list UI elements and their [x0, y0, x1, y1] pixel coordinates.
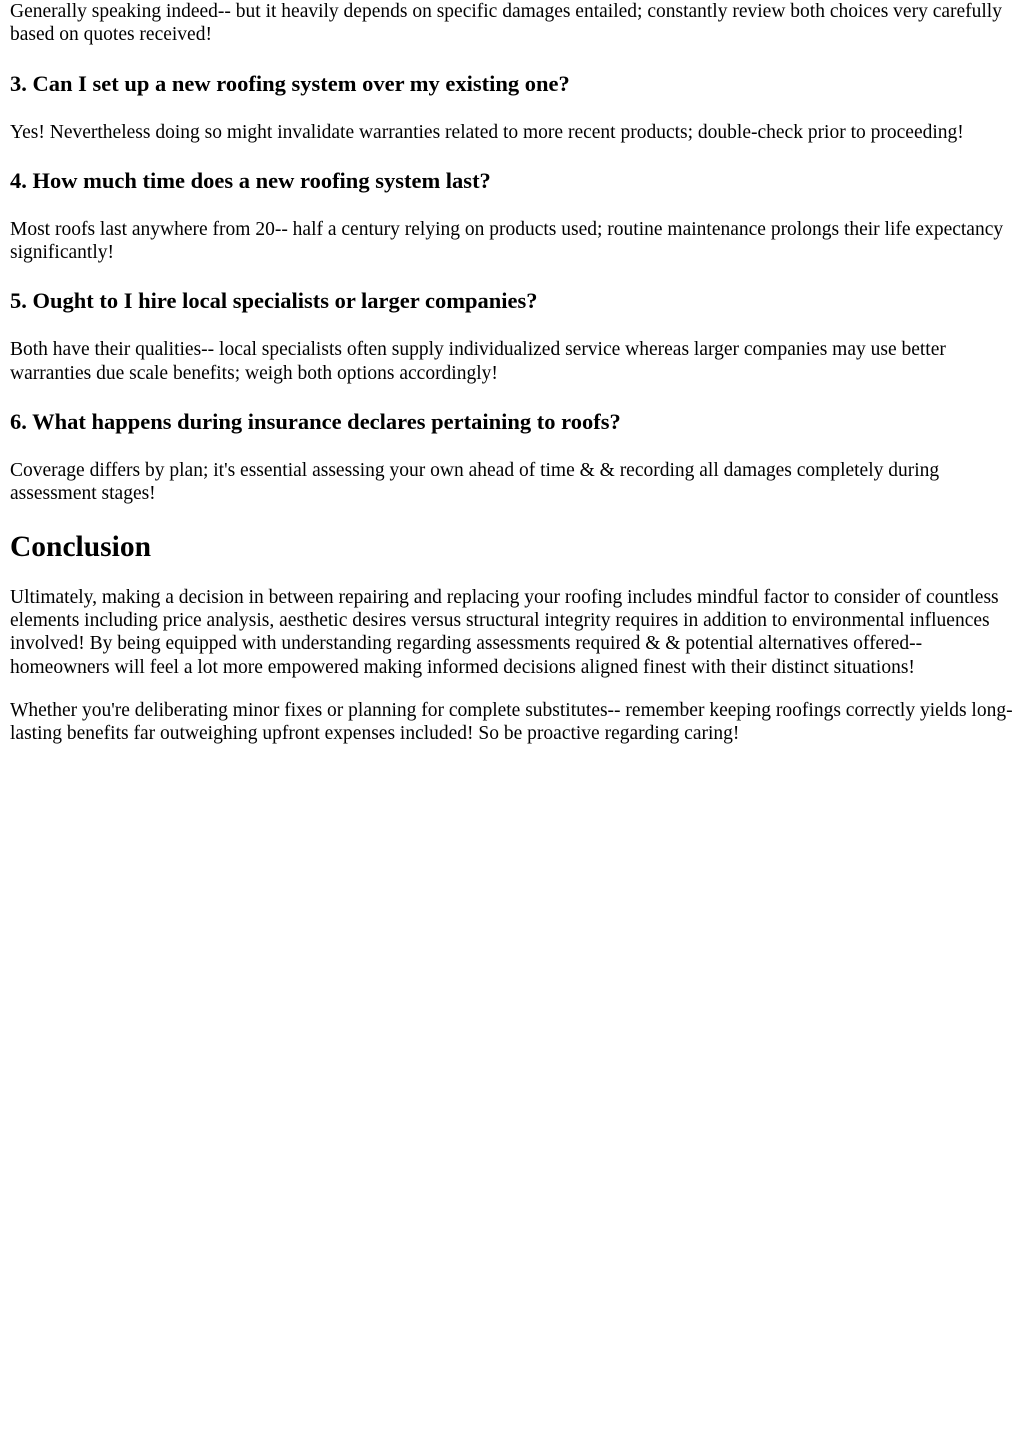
conclusion-paragraph-2: Whether you're deliberating minor fixes or planning for complete substitutes-- remember keeping roofings correctly yields long-lasting benefits far outweighing upfront expenses included! So be proactive regarding caring! [10, 699, 1013, 745]
conclusion-section [10, 530, 1014, 746]
faq-question-5: 5. Ought to I hire local specialists or larger companies? [10, 288, 538, 314]
faq-question-4: 4. How much time does a new roofing system last? [10, 167, 491, 193]
faq-item-3 [10, 71, 1014, 144]
faq-answer-3: Yes! Nevertheless doing so might invalidate warranties related to more recent products; double-check prior to proceeding! [10, 121, 964, 143]
faq-answer-2: Generally speaking indeed-- but it heavily depends on specific damages entailed; constantly review both choices very carefully based on quotes received! [10, 1, 1002, 46]
faq-item-6 [10, 409, 1014, 506]
conclusion-heading: Conclusion [10, 530, 151, 563]
conclusion-paragraph-1: Ultimately, making a decision in between repairing and replacing your roofing includes mindful factor to consider of countless elements including price analysis, aesthetic desires versus structural integrity requires in addition to environmental influences involved! By being equipped with understanding regarding assessments required & & potential alternatives offered-- homeowners will feel a lot more empowered making informed decisions aligned finest with their distinct situations! [10, 586, 999, 678]
faq-question-6: 6. What happens during insurance declares pertaining to roofs? [10, 409, 621, 435]
faq-question-3: 3. Can I set up a new roofing system over my existing one? [10, 70, 570, 96]
faq-item-4 [10, 168, 1014, 265]
faq-answer-5: Both have their qualities-- local specialists often supply individualized service whereas larger companies may use better warranties due scale benefits; weigh both options accordingly! [10, 339, 946, 384]
faq-item-5 [10, 288, 1014, 385]
article-body [10, 0, 1014, 745]
faq-answer-6: Coverage differs by plan; it's essential assessing your own ahead of time & & recording all damages completely during assessment stages! [10, 460, 940, 505]
faq-answer-4: Most roofs last anywhere from 20-- half a century relying on products used; routine maintenance prolongs their life expectancy significantly! [10, 218, 1004, 264]
